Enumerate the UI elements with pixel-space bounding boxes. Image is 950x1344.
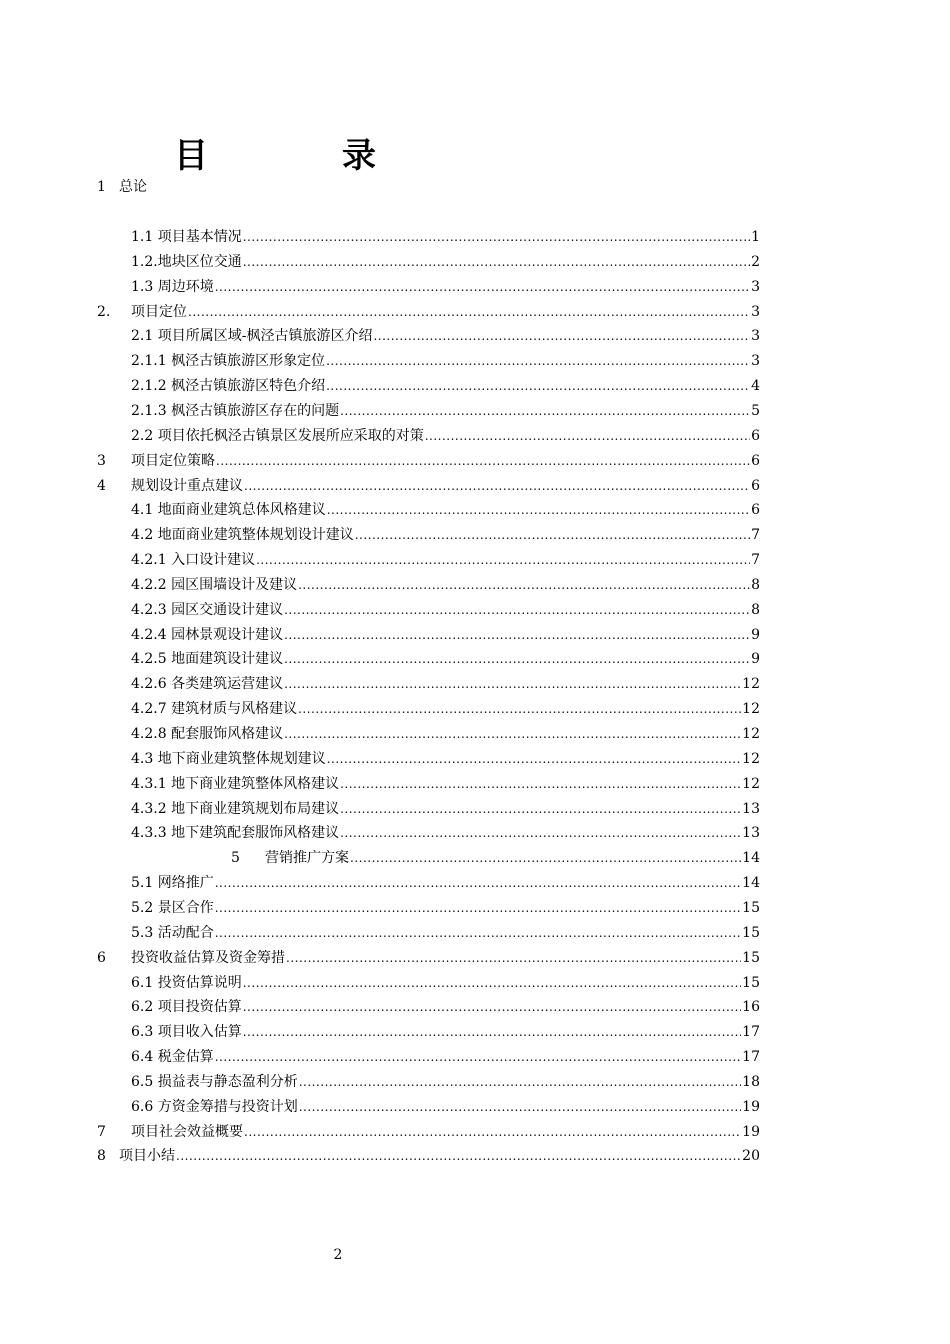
- toc-entry-label: [131, 549, 255, 571]
- toc-entry-text: 规划设计重点建议: [131, 477, 243, 494]
- toc-entry[interactable]: [131, 872, 760, 894]
- toc-entry-page: 3: [751, 328, 760, 345]
- toc-entry-text: 投资收益估算及资金筹措: [131, 949, 285, 966]
- toc-entry-label: [131, 996, 242, 1018]
- toc-entry[interactable]: [131, 425, 760, 447]
- toc-entry-page: 5: [751, 402, 760, 419]
- toc-entry-label: [231, 847, 349, 869]
- toc-entry-text: 2.1 项目所属区域-枫泾古镇旅游区介绍: [131, 328, 373, 345]
- toc-entry[interactable]: [131, 673, 760, 695]
- toc-entry-label: [131, 798, 339, 820]
- toc-entry-page: 16: [742, 999, 760, 1016]
- toc-entry[interactable]: [131, 1096, 760, 1118]
- toc-leader-dots: [298, 698, 741, 720]
- toc-entry[interactable]: [131, 922, 760, 944]
- toc-leader-dots: [340, 798, 741, 820]
- toc-entry[interactable]: [97, 450, 760, 472]
- toc-entry-label: [131, 574, 297, 596]
- toc-entry-text: 4.2 地面商业建筑整体规划设计建议: [131, 527, 354, 544]
- toc-leader-dots: [340, 400, 750, 422]
- toc-entry-page: 2: [751, 253, 760, 270]
- toc-entry-page: 9: [751, 626, 760, 643]
- toc-entry[interactable]: [131, 325, 760, 347]
- toc-entry-page: 18: [742, 1073, 760, 1090]
- toc-entry-label: [131, 524, 354, 546]
- toc-entry[interactable]: [131, 400, 760, 422]
- toc-heading-1: [97, 176, 147, 198]
- toc-entry-label: [97, 301, 187, 323]
- toc-leader-dots: [298, 574, 750, 596]
- toc-entry-label: [131, 226, 242, 248]
- toc-entry-label: [131, 251, 242, 273]
- toc-entry-label: [131, 400, 339, 422]
- toc-entry-label: [131, 648, 283, 670]
- toc-entry-page: 8: [751, 576, 760, 593]
- toc-entry-page: 1: [751, 229, 760, 245]
- toc-entry-page: 17: [742, 1049, 760, 1066]
- toc-leader-dots: [243, 972, 741, 994]
- toc-entry-page: 9: [751, 651, 760, 668]
- toc-entry-page: 7: [751, 527, 760, 544]
- toc-leader-dots: [286, 947, 741, 969]
- toc-entry[interactable]: [131, 549, 760, 571]
- toc-entry[interactable]: [97, 301, 760, 323]
- toc-entry-number: 2.: [97, 303, 111, 320]
- toc-entry-label: [131, 350, 325, 372]
- toc-leader-dots: [244, 475, 750, 497]
- toc-title: 目 录: [174, 136, 426, 176]
- toc-leader-dots: [215, 922, 741, 944]
- toc-entry-page: 3: [751, 303, 760, 320]
- toc-entry-text: 6.1 投资估算说明: [131, 974, 242, 991]
- toc-entry-number: 3: [97, 452, 106, 469]
- toc-entry[interactable]: [131, 798, 760, 820]
- toc-leader-dots: [355, 524, 750, 546]
- toc-entry[interactable]: [131, 748, 760, 770]
- toc-leader-dots: [425, 425, 750, 447]
- toc-entry-text: 项目定位策略: [131, 452, 215, 469]
- toc-leader-dots: [327, 499, 750, 521]
- toc-entry[interactable]: [131, 599, 760, 621]
- toc-leader-dots: [243, 226, 750, 248]
- toc-entry-label: [131, 698, 297, 720]
- toc-entry-page: 12: [742, 676, 760, 693]
- toc-entry-text: 4.2.5 地面建筑设计建议: [131, 651, 284, 668]
- toc-leader-dots: [244, 1121, 741, 1143]
- toc-entry-page: 6: [751, 477, 760, 494]
- toc-entry[interactable]: [131, 1021, 760, 1043]
- toc-entry-label: [131, 499, 326, 521]
- toc-entry-text: 5.3 活动配合: [131, 924, 214, 941]
- toc-entry-label: [131, 1021, 242, 1043]
- toc-entry-page: 7: [751, 552, 760, 569]
- toc-entry-text: 4.3 地下商业建筑整体规划建议: [131, 750, 326, 767]
- toc-entry-label: [97, 450, 215, 472]
- toc-entry[interactable]: [131, 698, 760, 720]
- toc-entry[interactable]: [131, 624, 760, 646]
- toc-entry[interactable]: [131, 822, 760, 844]
- toc-leader-dots: [176, 1145, 741, 1167]
- toc-entry-number: 4: [97, 477, 106, 494]
- toc-entry[interactable]: [131, 499, 760, 521]
- toc-entry-page: 13: [742, 825, 760, 842]
- toc-entry-number: 6: [97, 949, 106, 966]
- toc-entry-text: 4.2.7 建筑材质与风格建议: [131, 701, 298, 718]
- toc-entry-label: [131, 276, 214, 298]
- toc-leader-dots: [284, 624, 750, 646]
- toc-entry-page: 3: [751, 353, 760, 370]
- toc-entry-text: 1.1 项目基本情况: [131, 229, 242, 245]
- toc-entry-page: 15: [742, 974, 760, 991]
- toc-entry[interactable]: [131, 251, 760, 273]
- toc-leader-dots: [256, 549, 750, 571]
- toc-leader-dots: [215, 276, 750, 298]
- toc-entry-page: 15: [742, 924, 760, 941]
- toc-entry-text: 5.1 网络推广: [131, 875, 214, 892]
- toc-entry-text: 6.4 税金估算: [131, 1049, 214, 1066]
- toc-entry-text: 2.1.3 枫泾古镇旅游区存在的问题: [131, 402, 340, 419]
- toc-leader-dots: [188, 301, 750, 323]
- page-number: 2: [333, 1247, 343, 1263]
- toc-entry-page: 13: [742, 800, 760, 817]
- toc-entry[interactable]: [131, 773, 760, 795]
- toc-entry-text: 4.2.4 园林景观设计建议: [131, 626, 284, 643]
- toc-entry[interactable]: [97, 947, 760, 969]
- toc-entry-label: [131, 375, 325, 397]
- toc-leader-dots: [373, 325, 750, 347]
- toc-entry-label: [131, 673, 283, 695]
- toc-leader-dots: [216, 450, 750, 472]
- toc-entry-text: 项目定位: [131, 303, 187, 320]
- toc-leader-dots: [327, 748, 741, 770]
- toc-leader-dots: [326, 375, 750, 397]
- toc-entry-page: 17: [742, 1024, 760, 1041]
- toc-entry-text: 项目社会效益概要: [131, 1123, 243, 1140]
- toc-leader-dots: [284, 673, 741, 695]
- toc-entry[interactable]: [131, 524, 760, 546]
- toc-entry-page: 15: [742, 899, 760, 916]
- toc-entry-text: 4.1 地面商业建筑总体风格建议: [131, 502, 326, 519]
- toc-leader-dots: [243, 1021, 741, 1043]
- toc-heading-label: 总论: [119, 179, 147, 195]
- toc-entry-label: [131, 723, 283, 745]
- toc-entry-page: 12: [742, 701, 760, 718]
- toc-entry-text: 4.2.6 各类建筑运营建议: [131, 676, 284, 693]
- toc-entry-page: 6: [751, 427, 760, 444]
- toc-entry-text: 4.2.3 园区交通设计建议: [131, 601, 284, 618]
- toc-entry-page: 6: [751, 502, 760, 519]
- toc-heading-number: 1: [97, 179, 106, 195]
- toc-leader-dots: [243, 251, 750, 273]
- toc-entry-label: [131, 897, 214, 919]
- toc-entry-label: [131, 822, 339, 844]
- toc-entry-number: 7: [97, 1123, 106, 1140]
- toc-entry-text: 6.6 方资金筹措与投资计划: [131, 1098, 298, 1115]
- toc-entry-page: 20: [742, 1148, 760, 1165]
- toc-entry-page: 19: [742, 1123, 760, 1140]
- toc-entry-label: [131, 325, 372, 347]
- toc-leader-dots: [215, 872, 741, 894]
- toc-entry-label: [131, 972, 242, 994]
- toc-entry[interactable]: [131, 1071, 760, 1093]
- toc-entry-text: 6.5 损益表与静态盈利分析: [131, 1073, 298, 1090]
- toc-entry-page: 12: [742, 750, 760, 767]
- toc-entry[interactable]: [131, 226, 760, 248]
- toc-leader-dots: [350, 847, 741, 869]
- toc-entry-label: [131, 624, 283, 646]
- toc-entry-label: [131, 1096, 298, 1118]
- toc-entry-text: 4.3.2 地下商业建筑规划布局建议: [131, 800, 340, 817]
- toc-entry[interactable]: [131, 723, 760, 745]
- toc-leader-dots: [284, 599, 750, 621]
- toc-entry-label: [131, 748, 326, 770]
- toc-entry-page: 14: [742, 850, 760, 867]
- toc-entry[interactable]: [131, 996, 760, 1018]
- toc-entry-text: 4.3.1 地下商业建筑整体风格建议: [131, 775, 340, 792]
- toc-entry-label: [131, 425, 424, 447]
- toc-entry-text: 项目小结: [119, 1148, 175, 1165]
- toc-entry-text: 5.2 景区合作: [131, 899, 214, 916]
- toc-entry-label: [131, 1046, 214, 1068]
- toc-leader-dots: [215, 897, 741, 919]
- toc-entry[interactable]: [131, 276, 760, 298]
- toc-entry-text: 4.2.2 园区围墙设计及建议: [131, 576, 298, 593]
- toc-leader-dots: [340, 822, 741, 844]
- toc-entry[interactable]: [131, 350, 760, 372]
- toc-entry-text: 4.2.1 入口设计建议: [131, 552, 256, 569]
- toc-entry-text: 6.2 项目投资估算: [131, 999, 242, 1016]
- toc-entry-page: 12: [742, 726, 760, 742]
- toc-entry-page: 3: [751, 278, 760, 295]
- toc-entry-number: 5: [231, 850, 240, 867]
- toc-entry-label: [97, 475, 243, 497]
- toc-entry[interactable]: [131, 1046, 760, 1068]
- toc-leader-dots: [284, 723, 741, 745]
- toc-entry[interactable]: [97, 475, 760, 497]
- toc-entry-text: 6.3 项目收入估算: [131, 1024, 242, 1041]
- toc-entry-number: 8: [97, 1148, 106, 1165]
- toc-entry-label: [131, 773, 339, 795]
- toc-leader-dots: [340, 773, 741, 795]
- toc-entry-page: 8: [751, 601, 760, 618]
- toc-entry-page: 15: [742, 949, 760, 966]
- toc-entry-page: 4: [751, 378, 760, 395]
- toc-entry[interactable]: [231, 847, 760, 869]
- toc-leader-dots: [215, 1046, 741, 1068]
- toc-entry-label: [97, 1145, 175, 1167]
- toc-entry[interactable]: [131, 574, 760, 596]
- toc-entry-page: 6: [751, 452, 760, 469]
- toc-leader-dots: [243, 996, 741, 1018]
- toc-entry-text: 2.2 项目依托枫泾古镇景区发展所应采取的对策: [131, 427, 424, 444]
- toc-entry[interactable]: [131, 648, 760, 670]
- toc-entry-text: 1.3 周边环境: [131, 278, 214, 295]
- toc-entry-page: 14: [742, 875, 760, 892]
- toc-leader-dots: [326, 350, 750, 372]
- toc-leader-dots: [284, 648, 750, 670]
- toc-entry-text: 2.1.1 枫泾古镇旅游区形象定位: [131, 353, 326, 370]
- toc-entry[interactable]: [97, 1145, 760, 1167]
- toc-entry-text: 4.2.8 配套服饰风格建议: [131, 726, 284, 742]
- toc-entry-text: 1.2.地块区位交通: [131, 253, 242, 270]
- toc-entry-text: 营销推广方案: [265, 850, 349, 867]
- toc-entry[interactable]: [131, 972, 760, 994]
- toc-entry[interactable]: [131, 897, 760, 919]
- toc-entry-page: 19: [742, 1098, 760, 1115]
- toc-entry-text: 2.1.2 枫泾古镇旅游区特色介绍: [131, 378, 326, 395]
- toc-entry-label: [131, 1071, 298, 1093]
- toc-entry-page: 12: [742, 775, 760, 792]
- toc-entry[interactable]: [97, 1121, 760, 1143]
- toc-entry-label: [131, 872, 214, 894]
- toc-entry-label: [97, 947, 285, 969]
- toc-entry-label: [131, 599, 283, 621]
- toc-leader-dots: [299, 1071, 741, 1093]
- toc-entry-label: [97, 1121, 243, 1143]
- toc-entry[interactable]: [131, 375, 760, 397]
- toc-leader-dots: [299, 1096, 741, 1118]
- toc-entry-label: [131, 922, 214, 944]
- toc-entry-text: 4.3.3 地下建筑配套服饰风格建议: [131, 825, 340, 842]
